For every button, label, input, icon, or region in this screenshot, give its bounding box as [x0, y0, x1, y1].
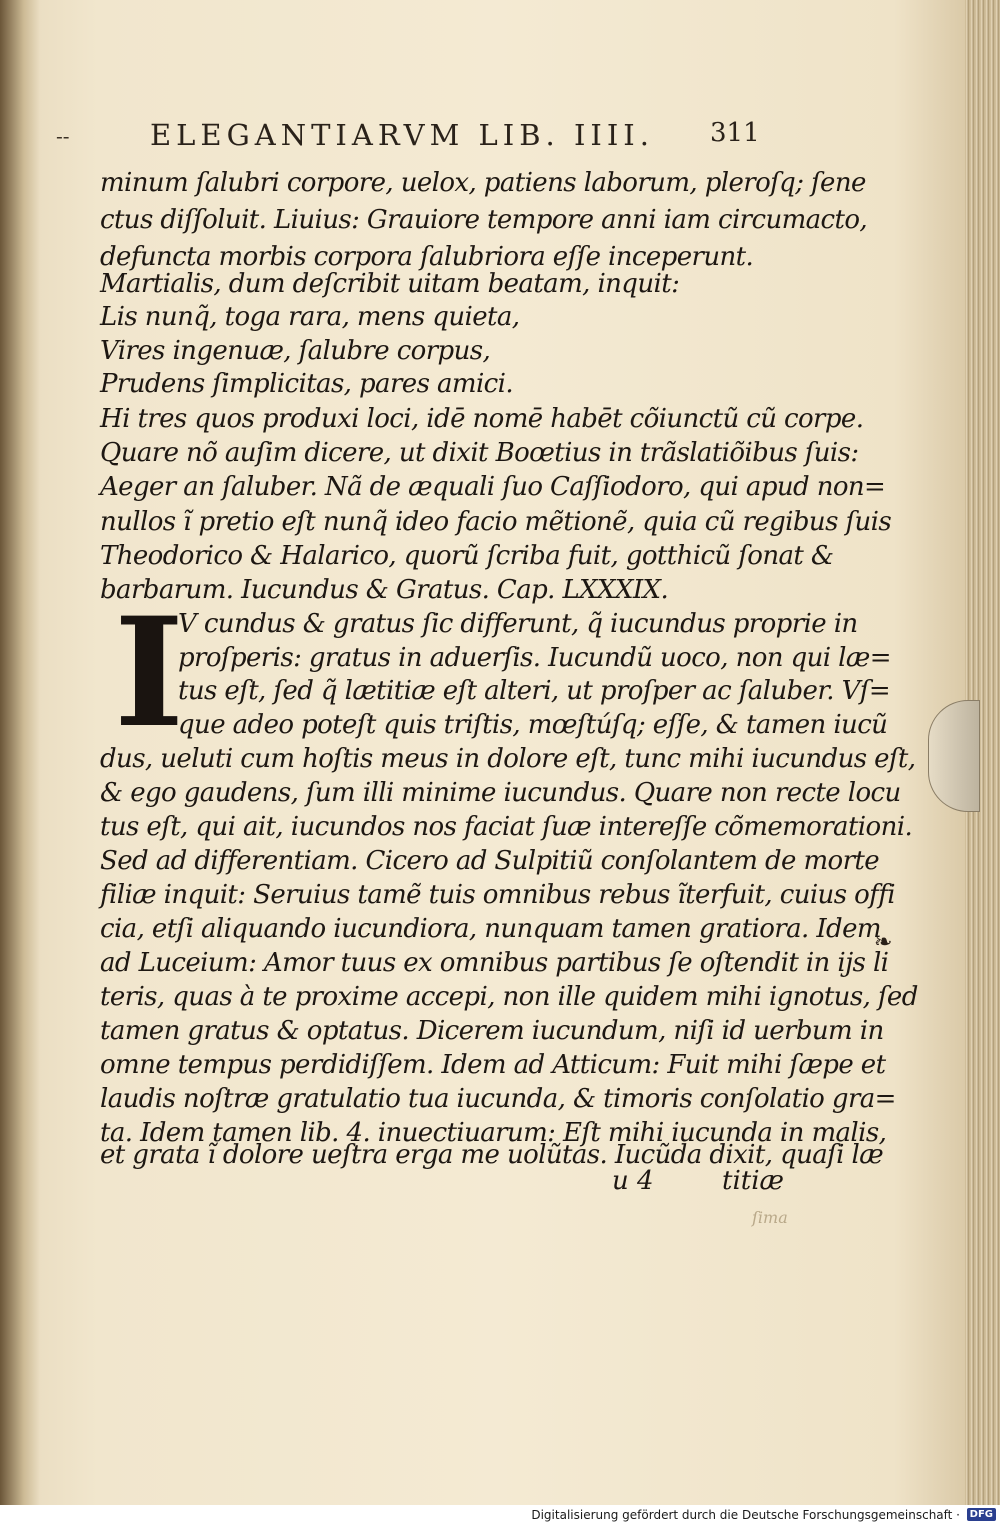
text-line: proſperis: gratus in aduerſis. Iucundũ uoco, non qui læ=	[178, 643, 891, 673]
text-line: Quare nõ auſim dicere, ut dixit Boœtius in trãslatiõibus ſuis:	[100, 438, 859, 468]
text-line: ctus diſſoluit. Liuius: Grauiore tempore anni iam circumacto,	[100, 205, 868, 235]
dfg-logo: DFG	[967, 1508, 996, 1521]
text-line: minum ſalubri corpore, uelox, patiens laborum, pleroſq; ſene	[100, 168, 866, 198]
text-line: defuncta morbis corpora ſalubriora eſſe inceperunt.	[100, 242, 754, 272]
text-line: ta. Idem tamen lib. 4. inuectiuarum: Eſt mihi iucunda in malis,	[100, 1118, 887, 1148]
page-clip	[928, 700, 980, 812]
bleed-through-note: ſima	[752, 1208, 788, 1227]
text-line: tus eſt, ſed q̃ lætitiæ eſt alteri, ut proſper ac ſaluber. Vſ=	[178, 676, 891, 706]
text-line: teris, quas à te proxime accepi, non ille quidem mihi ignotus, ſed	[100, 982, 918, 1012]
text-line: Martialis, dum deſcribit uitam beatam, inquit:	[100, 269, 680, 299]
drop-initial: I	[114, 585, 185, 761]
text-line: ad Luceium: Amor tuus ex omnibus partibus ſe oſtendit in ijs li	[100, 948, 889, 978]
footer-bar	[0, 1505, 1000, 1527]
margin-mark: --	[56, 124, 70, 148]
text-line: laudis noſtræ gratulatio tua iucunda, & timoris conſolatio gra=	[100, 1084, 896, 1114]
text-line: Prudens ſimplicitas, pares amici.	[100, 369, 513, 399]
text-line: Vires ingenuæ, ſalubre corpus,	[100, 336, 491, 366]
text-line: Lis nunq̃, toga rara, mens quieta,	[100, 302, 520, 332]
text-line: Aeger an ſaluber. Nã de æquali ſuo Caſſiodoro, qui apud non=	[100, 472, 886, 502]
binding-gutter	[0, 0, 40, 1505]
chapter-heading-line: barbarum. Iucundus & Gratus. Cap. LXXXIX.	[100, 575, 669, 605]
text-line: que adeo poteſt quis triſtis, mœſtúſq; eſſe, & tamen iucũ	[178, 710, 888, 740]
running-head-title: ELEGANTIARVM LIB. IIII.	[150, 118, 654, 152]
text-line: nullos ĩ pretio eſt nunq̃ ideo facio mẽtionẽ, quia cũ regibus ſuis	[100, 507, 892, 537]
text-line: filiæ inquit: Seruius tamẽ tuis omnibus rebus ĩterfuit, cuius offi	[100, 880, 895, 910]
running-header	[150, 110, 770, 160]
text-line: Hi tres quos produxi loci, idē nomē habēt cõiunctũ cũ corpe.	[100, 404, 864, 434]
catchword: titiæ	[722, 1166, 784, 1196]
text-line: dus, ueluti cum hoſtis meus in dolore eſt, tunc mihi iucundus eſt,	[100, 744, 916, 774]
text-line: & ego gaudens, ſum illi minime iucundus. Quare non recte locu	[100, 778, 901, 808]
signature-mark: u 4	[612, 1166, 654, 1196]
text-line: omne tempus perdidiſſem. Idem ad Atticum: Fuit mihi ſæpe et	[100, 1050, 886, 1080]
text-line: Theodorico & Halarico, quorũ ſcriba fuit, gotthicũ ſonat &	[100, 541, 834, 571]
text-line: cia, etſi aliquando iucundiora, nunquam tamen gratiora. Idem	[100, 914, 881, 944]
ornament-icon: ❧	[874, 930, 893, 955]
text-line: V cundus & gratus ſic differunt, q̃ iucundus proprie in	[178, 609, 858, 639]
funder-credit: Digitalisierung gefördert durch die Deutsche Forschungsgemeinschaft ·	[531, 1508, 960, 1522]
text-line: et grata ĩ dolore ueſtra erga me uolũtas. Iucũda dixit, quaſi læ	[100, 1140, 884, 1170]
text-line: tamen gratus & optatus. Dicerem iucundum, niſi id uerbum in	[100, 1016, 884, 1046]
text-line: Sed ad differentiam. Cicero ad Sulpitiũ conſolantem de morte	[100, 846, 880, 876]
text-line: tus eſt, qui ait, iucundos nos faciat ſuæ intereſſe cõmemorationi.	[100, 812, 913, 842]
folio-number: 311	[710, 118, 760, 148]
